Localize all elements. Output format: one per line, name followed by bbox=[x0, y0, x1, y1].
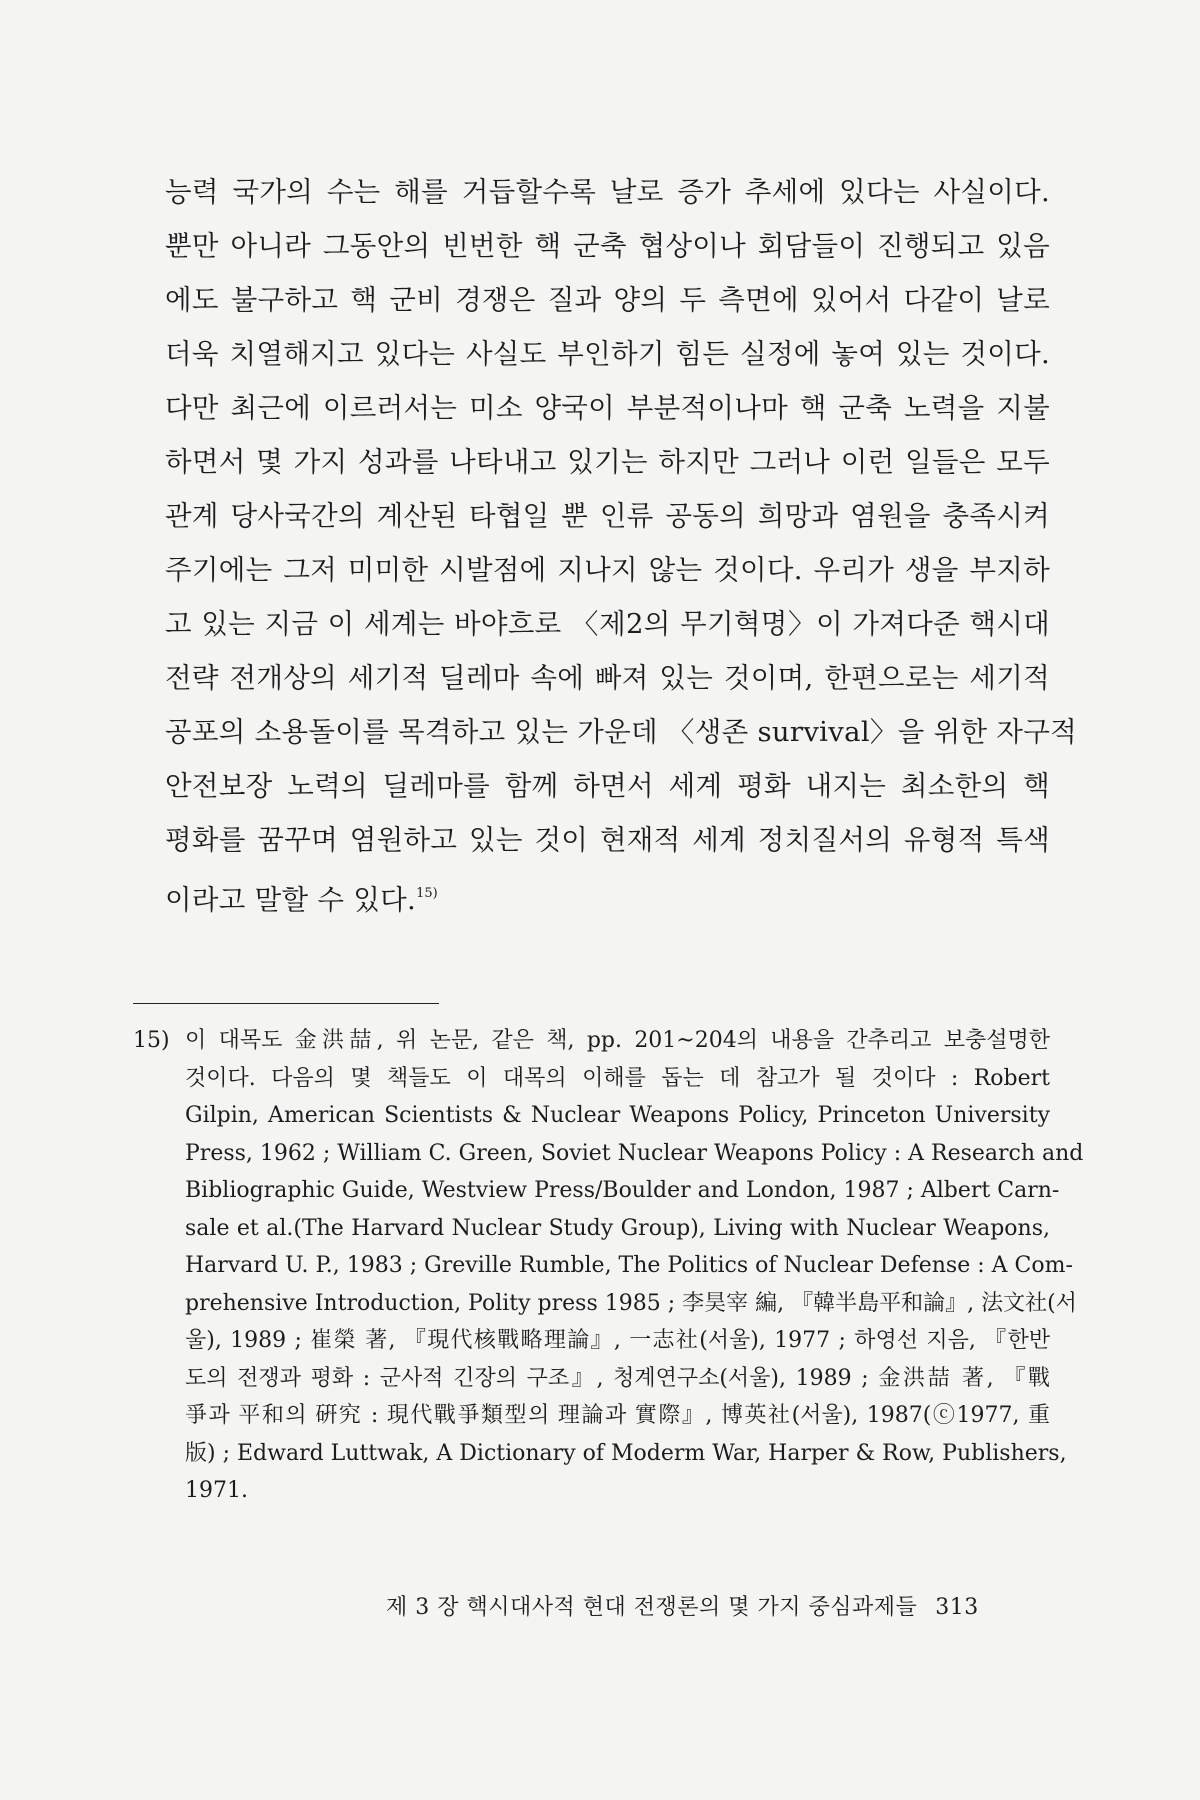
body-line: 더욱 치열해지고 있다는 사실도 부인하기 힘든 실정에 놓여 있는 것이다. bbox=[165, 338, 1050, 370]
footnote-line: 爭과 平和의 硏究 : 現代戰爭類型의 理論과 實際』, 博英社(서울), 1987(ⓒ1977, 重 bbox=[185, 1403, 1050, 1428]
body-line: 다만 최근에 이르러서는 미소 양국이 부분적이나마 핵 군축 노력을 지불 bbox=[165, 392, 1050, 424]
footnote-divider bbox=[133, 1003, 439, 1004]
body-line: 에도 불구하고 핵 군비 경쟁은 질과 양의 두 측면에 있어서 다같이 날로 bbox=[165, 284, 1050, 316]
footnote-line: sale et al.(The Harvard Nuclear Study Group), Living with Nuclear Weapons, bbox=[185, 1215, 1050, 1241]
body-line-text: 이라고 말할 수 있다. bbox=[165, 884, 417, 916]
body-paragraph bbox=[165, 165, 1077, 921]
footnote-line: Harvard U. P., 1983 ; Greville Rumble, The Politics of Nuclear Defense : A Com- bbox=[185, 1253, 1073, 1278]
footnote-number: 15) bbox=[133, 1028, 170, 1053]
body-line: 공포의 소용돌이를 목격하고 있는 가운데 〈생존 survival〉을 위한 자구적 bbox=[165, 716, 1077, 748]
body-line: 주기에는 그저 미미한 시발점에 지나지 않는 것이다. 우리가 생을 부지하 bbox=[165, 554, 1050, 586]
footnote-line-text: 이 대목도 金洪喆, 위 논문, 같은 책, pp. 201~204의 내용을 간추리고 보충설명한 bbox=[185, 1028, 1050, 1053]
body-line: 고 있는 지금 이 세계는 바야흐로 〈제2의 무기혁명〉이 가져다준 핵시대 bbox=[165, 608, 1050, 640]
body-line: 전략 전개상의 세기적 딜레마 속에 빠져 있는 것이며, 한편으로는 세기적 bbox=[165, 662, 1050, 694]
body-line: 관계 당사국간의 계산된 타협일 뿐 인류 공동의 희망과 염원을 충족시켜 bbox=[165, 500, 1050, 532]
body-line: 평화를 꿈꾸며 염원하고 있는 것이 현재적 세계 정치질서의 유형적 특색 bbox=[165, 824, 1050, 856]
footnote-line bbox=[133, 1022, 1050, 1060]
footnote-15 bbox=[133, 1022, 1084, 1510]
page-number: 313 bbox=[935, 1595, 979, 1620]
body-line: 하면서 몇 가지 성과를 나타내고 있기는 하지만 그러나 이런 일들은 모두 bbox=[165, 446, 1050, 478]
body-line: 뿐만 아니라 그동안의 빈번한 핵 군축 협상이나 회담들이 진행되고 있음 bbox=[165, 230, 1050, 262]
running-footer bbox=[386, 1593, 1026, 1623]
footnote-line: 도의 전쟁과 평화 : 군사적 긴장의 구조』, 청계연구소(서울), 1989 ; 金洪喆 著, 『戰 bbox=[185, 1365, 1050, 1391]
footnote-line: 것이다. 다음의 몇 책들도 이 대목의 이해를 돕는 데 참고가 될 것이다 : Robert bbox=[185, 1065, 1050, 1091]
footnote-line: 版) ; Edward Luttwak, A Dictionary of Moderm War, Harper & Row, Publishers, bbox=[185, 1440, 1067, 1466]
body-line: 능력 국가의 수는 해를 거듭할수록 날로 증가 추세에 있다는 사실이다. bbox=[165, 176, 1050, 208]
footnote-line: Bibliographic Guide, Westview Press/Boulder and London, 1987 ; Albert Carn- bbox=[185, 1178, 1060, 1203]
footnote-line: 울), 1989 ; 崔榮 著, 『現代核戰略理論』, 一志社(서울), 1977 ; 하영선 지음, 『한반 bbox=[185, 1328, 1050, 1353]
footnote-line: Press, 1962 ; William C. Green, Soviet Nuclear Weapons Policy : A Research and bbox=[185, 1140, 1084, 1166]
body-line: 안전보장 노력의 딜레마를 함께 하면서 세계 평화 내지는 최소한의 핵 bbox=[165, 770, 1050, 802]
footnote-line: prehensive Introduction, Polity press 1985 ; 李昊宰 編, 『韓半島平和論』, 法文社(서 bbox=[185, 1290, 1077, 1316]
footnote-line: 1971. bbox=[185, 1478, 248, 1503]
footnote-line: Gilpin, American Scientists & Nuclear Weapons Policy, Princeton University bbox=[185, 1103, 1050, 1128]
footnote-reference[interactable]: 15) bbox=[416, 886, 438, 901]
body-line-last bbox=[165, 867, 1050, 921]
chapter-title: 제 3 장 핵시대사적 현대 전쟁론의 몇 가지 중심과제들 bbox=[386, 1595, 918, 1620]
